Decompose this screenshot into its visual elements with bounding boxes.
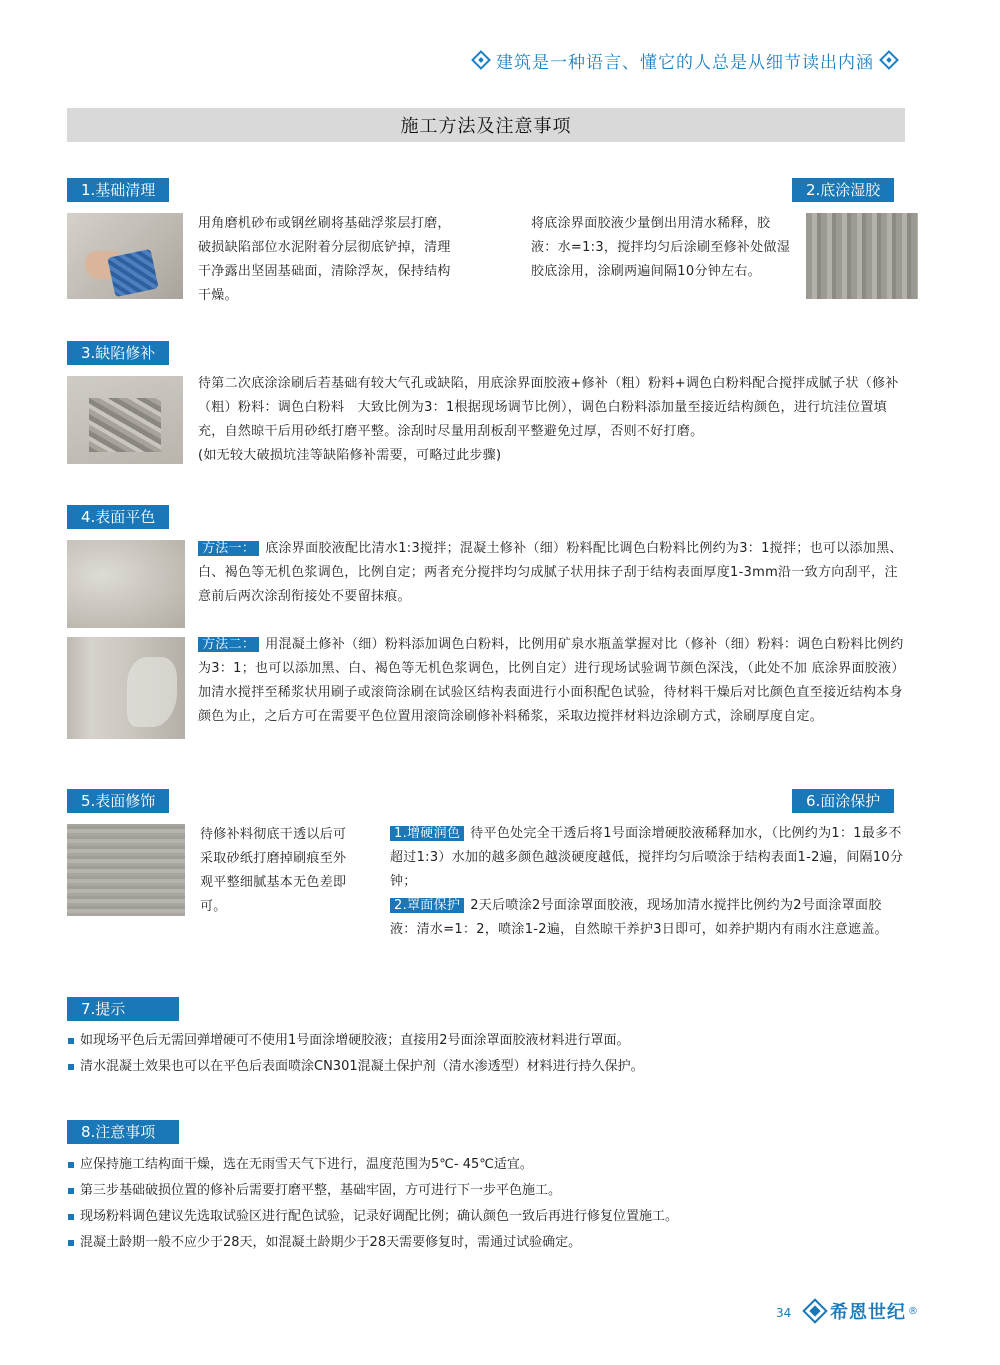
list-item: 第三步基础破损位置的修补后需要打磨平整，基础牢固，方可进行下一步平色施工。 [68,1178,678,1204]
photo-surface-finish [67,824,185,916]
photo-primer [806,213,918,299]
logo-icon [802,1298,827,1323]
method-2-label: 方法二： [198,637,259,652]
photo-surface-cleaning [67,213,183,299]
section-tag-5: 5.表面修饰 [67,789,169,813]
photo-method-1 [67,540,185,628]
list-item: 现场粉料调色建议先选取试验区进行配色试验，记录好调配比例；确认颜色一致后再进行修复位置施工。 [68,1204,678,1230]
section-2-text: 将底涂界面胶液少量倒出用清水稀释，胶液：水=1:3，搅拌均匀后涂刷至修补处做湿胶底涂用，涂刷两遍间隔10分钟左右。 [531,216,791,279]
list-item: 混凝土龄期一般不应少于28天，如混凝土龄期少于28天需要修复时，需通过试验确定。 [68,1230,678,1256]
item-2-text: 2天后喷涂2号面涂罩面胶液，现场加清水搅拌比例约为2号面涂罩面胶液：清水=1：2，喷涂1-2遍，自然晾干养护3日即可，如养护期内有雨水注意遮盖。 [390,898,888,937]
section-3-body: 待第二次底涂涂刷后若基础有较大气孔或缺陷，用底涂界面胶液+修补（粗）粉料+调色白粉料配合搅拌成腻子状（修补（粗）粉料：调色白粉料 大致比例为3：1根据现场调节比例），调色白粉料添加量至接近结构颜色，进行坑洼位置填充，自然晾干后用砂纸打磨平整。涂刮时尽量用刮板刮平整避免过厚，否则不好打磨。 [198,376,899,439]
method-2-text: 用混凝土修补（细）粉料添加调色白粉料，比例用矿泉水瓶盖掌握对比（修补（细）粉料：调色白粉料比例约为3：1；也可以添加黑、白、褐色等无机色浆调色，比例自定）进行现场试验调节颜色深浅，（此处不加 底涂界面胶液）加清水搅拌至稀浆状用刷子或滚筒涂刷在试验区结构表面进行小面积配色试验，待材料干燥后对比颜色直至接近结构本身颜色为止，之后方可在需要平色位置用滚筒涂刷修补料稀浆，采取边搅拌材料边涂刷方式，涂刷厚度自定。 [198,637,904,724]
item-1-label: 1.增硬润色 [390,826,464,841]
notes-list [68,1152,678,1256]
tips-list [68,1028,644,1080]
registered-mark: ® [908,1305,919,1317]
photo-defect-repair [67,376,183,464]
section-tag-4: 4.表面平色 [67,505,169,529]
section-4-method-2 [198,633,904,729]
section-tag-8: 8.注意事项 [67,1120,179,1144]
tagline-text: 建筑是一种语言、懂它的人总是从细节读出内涵 [496,52,874,73]
page-number: 34 [776,1306,792,1320]
brand-name: 希恩世纪 [830,1302,906,1323]
item-2-label: 2.罩面保护 [390,898,464,913]
list-item: 应保持施工结构面干燥，选在无雨雪天气下进行，温度范围为5℃- 45℃适宜。 [68,1152,678,1178]
section-3-note: (如无较大破损坑洼等缺陷修补需要，可略过此步骤) [198,448,502,463]
section-tag-7: 7.提示 [67,997,179,1021]
section-5-text: 待修补料彻底干透以后可采取砂纸打磨掉刷痕至外观平整细腻基本无色差即可。 [200,827,347,914]
section-6-text [390,822,904,942]
header-tagline [466,48,904,72]
list-item: 清水混凝土效果也可以在平色后表面喷涂CN301混凝土保护剂（清水渗透型）材料进行持久保护。 [68,1054,644,1080]
section-tag-2: 2.底涂湿胶 [792,178,894,202]
method-1-text: 底涂界面胶液配比清水1:3搅拌；混凝土修补（细）粉料配比调色白粉料比例约为3：1搅拌；也可以添加黑、白、褐色等无机色浆调色，比例自定；两者充分搅拌均匀成腻子状用抹子刮于结构表面厚度1-3mm沿一致方向刮平，注意前后两次涂刮衔接处不要留抹痕。 [198,541,903,604]
page-title: 施工方法及注意事项 [67,108,905,142]
photo-method-2 [67,637,185,739]
section-4-method-1 [198,537,904,609]
section-tag-1: 1.基础清理 [67,178,169,202]
section-tag-6: 6.面涂保护 [792,789,894,813]
section-3-text [198,372,904,468]
item-1-text: 待平色处完全干透后将1号面涂增硬胶液稀释加水，（比例约为1：1最多不超过1:3）水加的越多颜色越淡硬度越低，搅拌均匀后喷涂于结构表面1-2遍，间隔10分钟； [390,826,904,889]
section-tag-3: 3.缺陷修补 [67,341,169,365]
diamond-icon [471,50,491,70]
diamond-icon [879,50,899,70]
method-1-label: 方法一： [198,541,259,556]
section-1-text: 用角磨机砂布或钢丝刷将基础浮浆层打磨，破损缺陷部位水泥附着分层彻底铲掉，清理干净露出坚固基础面，清除浮灰，保持结构干燥。 [198,216,451,303]
list-item: 如现场平色后无需回弹增硬可不使用1号面涂增硬胶液；直接用2号面涂罩面胶液材料进行罩面。 [68,1028,644,1054]
brand-logo [806,1298,919,1324]
